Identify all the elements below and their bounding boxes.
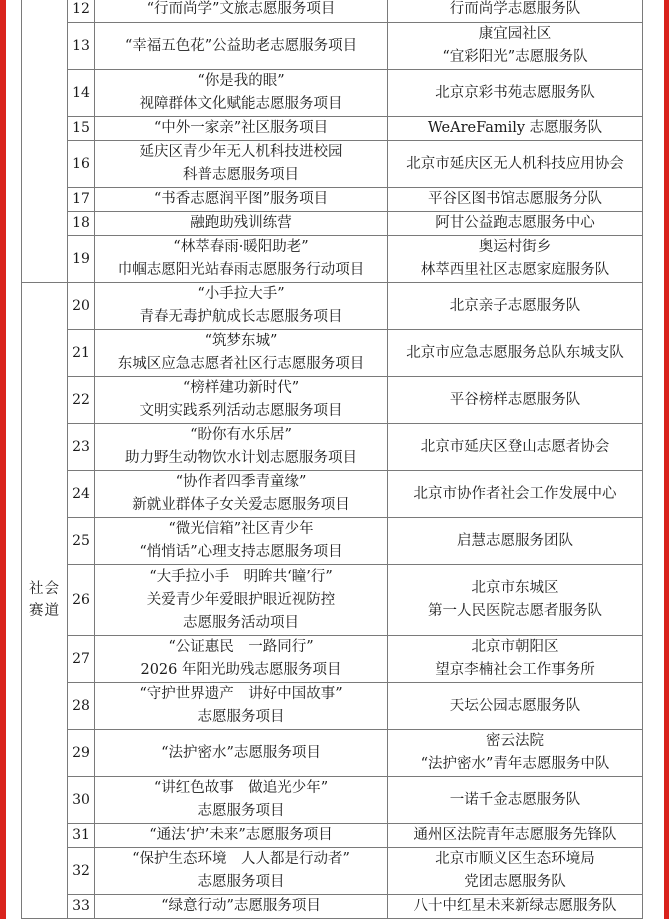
project-name-cell	[95, 0, 388, 23]
team-name-line: 通州区法院青年志愿服务先锋队	[413, 827, 617, 843]
team-name-cell	[388, 471, 643, 518]
team-name-line: 八十中红星未来新绿志愿服务队	[413, 898, 617, 914]
team-name-cell	[388, 848, 643, 895]
team-name-cell	[388, 188, 643, 212]
project-name-line: 文明实践系列活动志愿服务项目	[139, 403, 343, 419]
project-name-cell	[95, 518, 388, 565]
team-name-line: 天坛公园志愿服务队	[449, 697, 581, 714]
project-name-cell	[95, 730, 388, 777]
project-name-line: “筑梦东城”	[204, 333, 278, 349]
table-row	[22, 730, 643, 777]
row-number: 12	[68, 0, 95, 23]
team-name-line: WeAreFamily 志愿服务队	[427, 120, 603, 136]
team-name-cell	[388, 824, 643, 848]
table-row	[22, 212, 643, 236]
table-row	[22, 141, 643, 188]
team-name-line: 平谷榜样志愿服务队	[449, 391, 581, 408]
team-name-cell	[388, 117, 643, 141]
category-cell-social-track	[22, 283, 68, 919]
team-name-cell	[388, 0, 643, 23]
row-number: 30	[68, 777, 95, 824]
project-name-cell	[95, 424, 388, 471]
project-name-line: 延庆区青少年无人机科技进校园	[139, 144, 343, 160]
team-name-cell	[388, 283, 643, 330]
row-number: 28	[68, 683, 95, 730]
row-number: 13	[68, 23, 95, 70]
team-name-line: 北京京彩书苑志愿服务队	[435, 84, 595, 101]
team-name-line: 北京市朝阳区	[471, 639, 559, 655]
team-name-line: 林萃西里社区志愿家庭服务队	[420, 262, 610, 278]
row-number: 24	[68, 471, 95, 518]
team-name-line: 启慧志愿服务团队	[457, 532, 573, 549]
project-name-line: 关爱青少年爱眼护眼近视防控	[146, 591, 336, 608]
project-name-line: “法护密水”志愿服务项目	[161, 744, 321, 761]
project-name-cell	[95, 283, 388, 330]
project-name-cell	[95, 117, 388, 141]
row-number: 25	[68, 518, 95, 565]
team-name-cell	[388, 236, 643, 283]
team-name-cell	[388, 330, 643, 377]
project-name-cell	[95, 565, 388, 636]
table-row	[22, 188, 643, 212]
team-name-cell	[388, 424, 643, 471]
team-name-cell	[388, 565, 643, 636]
project-name-line: “中外一家亲”社区服务项目	[153, 120, 329, 136]
project-name-cell	[95, 377, 388, 424]
table-row	[22, 283, 643, 330]
category-cell-previous	[22, 0, 68, 283]
team-name-cell	[388, 730, 643, 777]
team-name-line: 北京市应急志愿服务总队东城支队	[406, 344, 624, 361]
row-number: 32	[68, 848, 95, 895]
team-name-line: 密云法院	[486, 733, 544, 749]
team-name-cell	[388, 518, 643, 565]
team-name-line: 望京李楠社会工作事务所	[435, 662, 595, 678]
team-name-line: 第一人民医院志愿者服务队	[428, 603, 602, 619]
project-name-line: 融跑助残训练营	[190, 215, 292, 231]
category-label	[29, 578, 60, 622]
project-name-cell	[95, 236, 388, 283]
row-number: 20	[68, 283, 95, 330]
table-row	[22, 330, 643, 377]
team-name-cell	[388, 636, 643, 683]
project-name-line: 科普志愿服务项目	[183, 167, 299, 183]
project-name-cell	[95, 824, 388, 848]
team-name-line: 北京市延庆区无人机科技应用协会	[406, 155, 624, 172]
table-row	[22, 236, 643, 283]
project-name-line: “守护世界遗产 讲好中国故事”	[139, 686, 343, 702]
project-name-line: “微光信箱”社区青少年	[168, 521, 314, 537]
table-row	[22, 424, 643, 471]
project-name-line: “书香志愿润平图”服务项目	[153, 191, 329, 207]
team-name-line: “宜彩阳光”志愿服务队	[442, 49, 588, 65]
project-name-cell	[95, 895, 388, 919]
table-row	[22, 636, 643, 683]
project-name-cell	[95, 471, 388, 518]
project-name-line: “公证惠民 一路同行”	[168, 639, 314, 655]
project-name-cell	[95, 212, 388, 236]
project-name-line: 巾帼志愿阳光站春雨志愿服务行动项目	[117, 262, 365, 278]
right-red-border	[664, 0, 669, 919]
table-row	[22, 70, 643, 117]
project-name-cell	[95, 683, 388, 730]
project-name-line: 志愿服务活动项目	[183, 614, 299, 631]
project-name-line: “你是我的眼”	[197, 73, 285, 89]
project-name-cell	[95, 330, 388, 377]
table-row	[22, 0, 643, 23]
row-number: 21	[68, 330, 95, 377]
team-name-line: “法护密水”青年志愿服务中队	[420, 756, 610, 772]
team-name-line: 行而尚学志愿服务队	[449, 1, 581, 17]
table-row	[22, 117, 643, 141]
row-number: 27	[68, 636, 95, 683]
project-name-line: “行而尚学”文旅志愿服务项目	[146, 1, 336, 17]
table-row	[22, 377, 643, 424]
project-name-line: “讲红色故事 做追光少年”	[153, 780, 329, 796]
project-name-cell	[95, 636, 388, 683]
project-name-line: 新就业群体子女关爱志愿服务项目	[132, 497, 350, 513]
project-name-cell	[95, 141, 388, 188]
team-name-line: 北京市东城区	[471, 580, 559, 596]
row-number: 23	[68, 424, 95, 471]
project-name-line: “通法‘护’未来”志愿服务项目	[149, 827, 333, 843]
project-name-cell	[95, 188, 388, 212]
team-name-line: 北京亲子志愿服务队	[449, 297, 581, 314]
category-label-line: 社会	[29, 581, 60, 597]
table-row	[22, 895, 643, 919]
project-name-line: 助力野生动物饮水计划志愿服务项目	[125, 450, 357, 466]
team-name-cell	[388, 212, 643, 236]
row-number: 18	[68, 212, 95, 236]
team-name-line: 阿甘公益跑志愿服务中心	[435, 215, 595, 231]
team-name-line: 平谷区图书馆志愿服务分队	[428, 191, 602, 207]
table-row	[22, 848, 643, 895]
project-name-line: “幸福五色花”公益助老志愿服务项目	[124, 37, 358, 54]
row-number: 29	[68, 730, 95, 777]
team-name-line: 北京市顺义区生态环境局	[435, 851, 595, 867]
project-name-cell	[95, 70, 388, 117]
project-name-line: 志愿服务项目	[197, 709, 285, 725]
team-name-cell	[388, 683, 643, 730]
team-name-line: 北京市协作者社会工作发展中心	[413, 485, 617, 502]
left-red-border	[0, 0, 6, 919]
project-name-line: “大手拉小手 明眸共‘瞳’行”	[149, 568, 333, 585]
row-number: 17	[68, 188, 95, 212]
volunteer-projects-table	[21, 0, 643, 919]
project-name-line: “榜样建功新时代”	[182, 380, 300, 396]
row-number: 15	[68, 117, 95, 141]
table-row	[22, 471, 643, 518]
row-number: 26	[68, 565, 95, 636]
team-name-cell	[388, 70, 643, 117]
project-name-line: 视障群体文化赋能志愿服务项目	[139, 96, 343, 112]
project-name-line: “盼你有水乐居”	[190, 427, 292, 443]
table-row	[22, 777, 643, 824]
table-row	[22, 565, 643, 636]
table-row	[22, 824, 643, 848]
row-number: 14	[68, 70, 95, 117]
row-number: 16	[68, 141, 95, 188]
project-name-line: 青春无毒护航成长志愿服务项目	[139, 309, 343, 325]
project-name-line: “林萃春雨·暖阳助老”	[173, 239, 309, 255]
project-name-cell	[95, 23, 388, 70]
row-number: 22	[68, 377, 95, 424]
team-name-cell	[388, 377, 643, 424]
team-name-line: 奥运村街乡	[478, 239, 552, 255]
project-name-line: “小手拉大手”	[197, 286, 285, 302]
team-name-cell	[388, 895, 643, 919]
team-name-line: 一诺千金志愿服务队	[449, 791, 581, 808]
project-name-cell	[95, 848, 388, 895]
row-number: 19	[68, 236, 95, 283]
project-name-line: “悄悄话”心理支持志愿服务项目	[139, 544, 343, 560]
row-number: 33	[68, 895, 95, 919]
project-name-line: “保护生态环境 人人都是行动者”	[132, 851, 350, 867]
team-name-line: 康宜园社区	[478, 26, 552, 42]
project-name-line: 东城区应急志愿者社区行志愿服务项目	[117, 356, 365, 372]
table-row	[22, 683, 643, 730]
team-name-cell	[388, 23, 643, 70]
table-row	[22, 518, 643, 565]
project-name-line: 志愿服务项目	[197, 803, 285, 819]
project-name-cell	[95, 777, 388, 824]
table-row	[22, 23, 643, 70]
team-name-line: 党团志愿服务队	[464, 874, 566, 890]
row-number: 31	[68, 824, 95, 848]
category-label-line: 赛道	[29, 603, 60, 619]
team-name-cell	[388, 777, 643, 824]
team-name-cell	[388, 141, 643, 188]
project-name-line: “绿意行动”志愿服务项目	[161, 898, 321, 914]
project-name-line: 志愿服务项目	[197, 874, 285, 890]
project-name-line: 2026 年阳光助残志愿服务项目	[140, 662, 342, 678]
team-name-line: 北京市延庆区登山志愿者协会	[420, 438, 610, 455]
project-name-line: “协作者四季青童缘”	[175, 474, 307, 490]
